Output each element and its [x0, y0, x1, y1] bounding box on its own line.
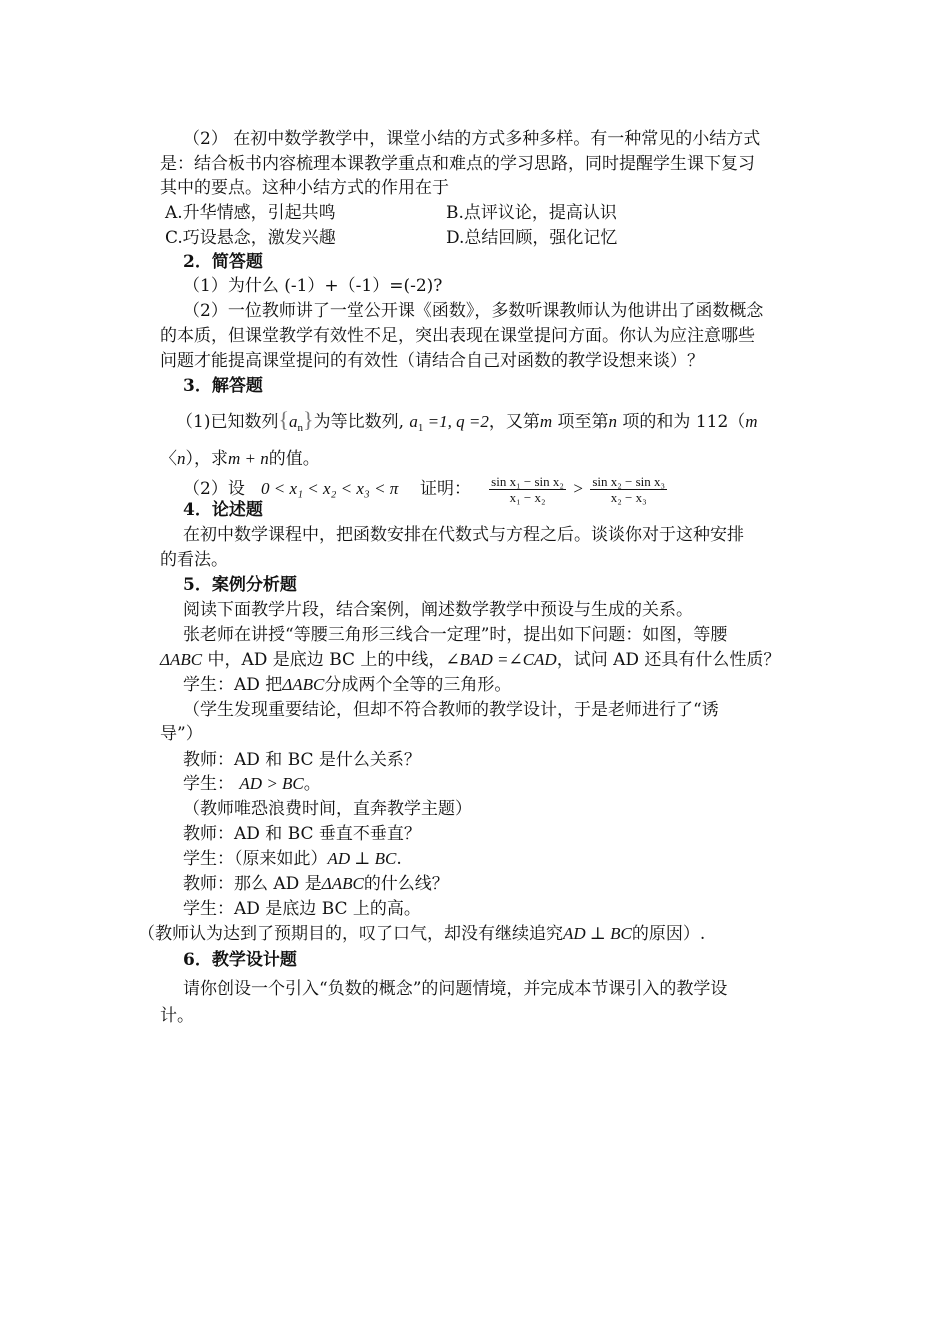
var-n: n [177, 449, 186, 468]
note-1-line2: 导”） [160, 724, 203, 744]
sec6-line1: 请你创设一个引入“负数的概念”的问题情境，并完成本节课引入的教学设 [183, 979, 728, 999]
sec2-q2-line2: 的本质，但课堂教学有效性不足，突出表现在课堂提问方面。你认为应注意哪些 [160, 326, 755, 346]
sec5-p1-line1: 张老师在讲授“等腰三角形三线合一定理”时，提出如下问题：如图，等腰 [183, 625, 728, 645]
angle-expr: ∠BAD =∠CAD [445, 650, 557, 669]
text: 。 [303, 774, 321, 794]
teacher-line-2: 教师：AD 和 BC 垂直不垂直？ [183, 824, 421, 844]
sec6-line2: 计。 [160, 1006, 194, 1026]
sec5-p1-line2 [160, 648, 820, 672]
text: ），求 [185, 449, 228, 469]
sec3-q1-line2 [160, 447, 820, 471]
text: 学生：（原来如此） [183, 849, 328, 869]
heading-essay: 4．论述题 [183, 500, 263, 520]
text: 〈 [160, 449, 177, 469]
text: ，又第 [488, 412, 540, 432]
heading-solve: 3．解答题 [183, 376, 263, 396]
student-line-4: 学生：AD 是底边 BC 上的高。 [183, 899, 421, 919]
text: （2）设 [183, 479, 245, 499]
text: （1)已知数列 [176, 412, 279, 432]
inequality: 0 < x₁ < x₂ < x₃ < π [261, 479, 399, 498]
sec2-q1: （1）为什么 (-1）+（-1）=(-2)? [183, 276, 443, 296]
note-2: （教师唯恐浪费时间，直奔教学主题） [183, 799, 472, 819]
text: 的值。 [268, 449, 320, 469]
q1-2-line1: （2） 在初中数学教学中，课堂小结的方式多种多样。有一种常见的小结方式 [183, 129, 761, 149]
sec2-q2-line3: 问题才能提高课堂提问的有效性（请结合自己对函数的教学设想来谈）？ [160, 351, 704, 371]
sec3-q1-line1 [176, 408, 836, 440]
fraction-1: $\frac{\text{sin x₁ − sin x₂}}{\text{x₁ − x₂}}$ [491, 474, 564, 505]
text: 学生： [183, 774, 234, 794]
fraction-2: $\frac{\text{sin x₂ − sin x₃}}{\text{x₂ − x₃}}$ [592, 474, 666, 505]
note-1-line1: （学生发现重要结论，但却不符合教师的教学设计，于是老师进行了“诱 [183, 700, 719, 720]
text: 证明： [419, 479, 471, 499]
q1-2-line3: 其中的要点。这种小结方式的作用在于 [160, 178, 449, 198]
heading-teaching-design: 6．教学设计题 [183, 950, 297, 970]
teacher-line-3 [183, 872, 843, 896]
note-3 [138, 922, 798, 946]
var-m: m [539, 412, 553, 431]
sequence-an: $a_n$ [289, 412, 304, 434]
text: 的原因）. [631, 924, 706, 944]
text: 学生：AD 把 [183, 675, 283, 695]
var-n: n [608, 412, 618, 431]
option-d: D.总结回顾，强化记忆 [446, 228, 618, 248]
var-m: m [745, 412, 758, 431]
expr-ad-gt-bc: AD > BC [239, 774, 304, 793]
heading-short-answer: 2．简答题 [183, 252, 263, 272]
heading-case-analysis: 5．案例分析题 [183, 575, 297, 595]
teacher-line-1: 教师：AD 和 BC 是什么关系？ [183, 750, 421, 770]
text: 的什么线？ [363, 874, 449, 894]
brace-left: { [278, 407, 290, 432]
sec2-q2-line1: （2）一位教师讲了一堂公开课《函数》，多数听课教师认为他讲出了函数概念 [183, 301, 764, 321]
text: 教师：那么 AD 是 [183, 874, 322, 894]
text: （教师认为达到了预期目的，叹了口气，却没有继续追究 [138, 924, 563, 944]
text: . [396, 849, 402, 869]
text: 项至第 [552, 412, 609, 432]
triangle-abc: ΔABC [160, 650, 203, 669]
sec4-line2: 的看法。 [160, 550, 228, 570]
gt-sign: > [573, 479, 583, 498]
sec4-line1: 在初中数学课程中，把函数安排在代数式与方程之后。谈谈你对于这种安排 [183, 525, 744, 545]
option-a: A.升华情感，引起共鸣 [165, 203, 336, 223]
option-b: B.点评议论，提高认识 [446, 203, 617, 223]
text: 中，AD 是底边 BC 上的中线， [202, 650, 446, 670]
text: 分成两个全等的三角形。 [324, 675, 512, 695]
text: ，试问 AD 还具有什么性质？ [556, 650, 781, 670]
triangle-abc: ΔABC [282, 675, 325, 694]
condition-expr: $a_1 =1$, q =2 [409, 412, 489, 434]
expr-ad-perp-bc: AD ⊥ BC [563, 924, 632, 943]
expr-m-plus-n: m + n [228, 449, 269, 468]
option-c: C.巧设悬念，激发兴趣 [165, 228, 336, 248]
brace-right: } [303, 407, 314, 432]
student-line-3 [183, 847, 843, 871]
text: 为等比数列, [313, 412, 404, 432]
triangle-abc: ΔABC [321, 874, 364, 893]
sec5-intro: 阅读下面教学片段，结合案例，阐述数学教学中预设与生成的关系。 [183, 600, 693, 620]
text: 项的和为 112（ [617, 412, 746, 432]
expr-ad-perp-bc: AD ⊥ BC [327, 849, 397, 868]
q1-2-line2: 是：结合板书内容梳理本课教学重点和难点的学习思路，同时提醒学生课下复习 [160, 154, 755, 174]
student-line-1 [183, 673, 843, 697]
student-line-2 [183, 772, 843, 796]
